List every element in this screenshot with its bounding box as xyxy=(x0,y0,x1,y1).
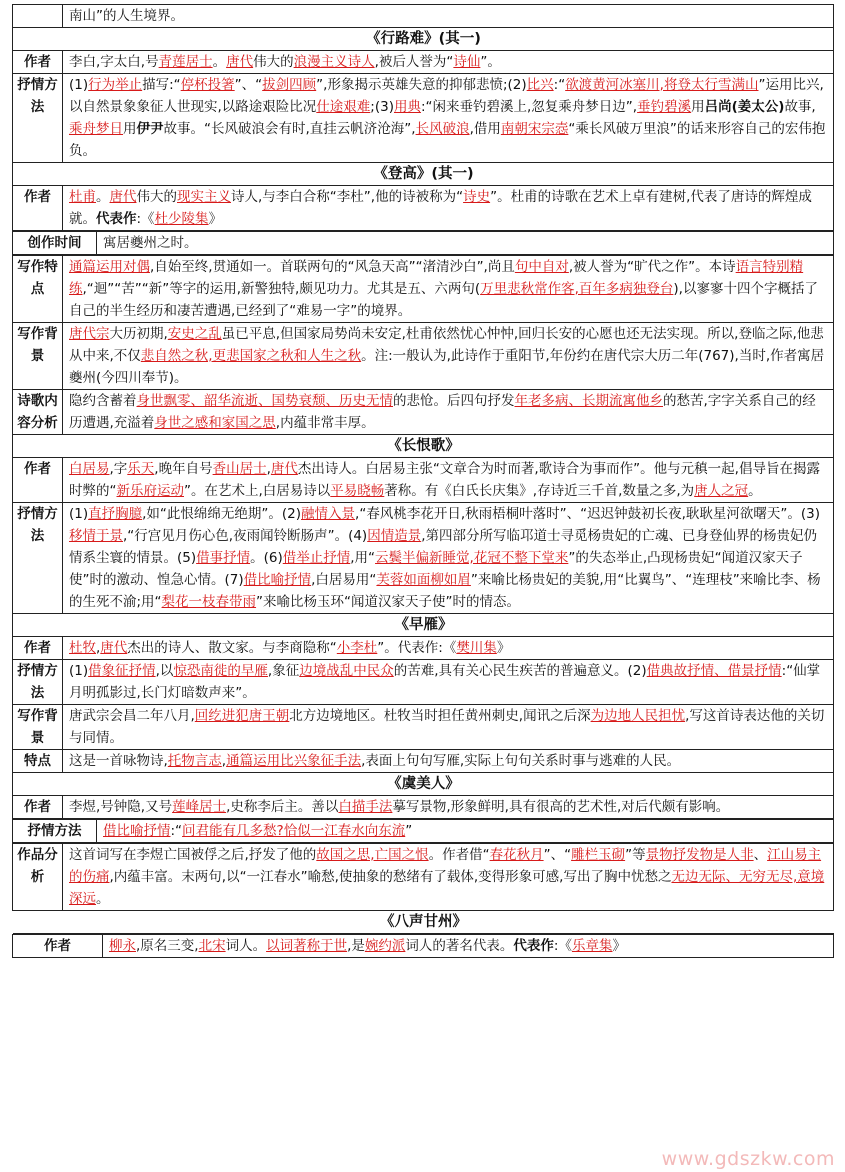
text-run: 杰出诗人。白居易主张“文章合为时而著,歌诗合为事而作”。他与元稹一起,倡导旨在揭露时弊的“ xyxy=(69,461,820,499)
text-run: :“ xyxy=(553,77,566,93)
text-run: , xyxy=(96,640,101,656)
section-title-xinglunan: 《行路难》(其一) xyxy=(13,28,834,51)
text-run: ,“行宫见月伤心色,夜雨闻铃断肠声”。(4) xyxy=(123,528,368,544)
highlighted-term: 香山居士 xyxy=(212,461,267,477)
highlighted-term: 移情于景 xyxy=(69,528,123,544)
text-run: ,表面上句句写雁,实际上句句关系时事与逃难的人民。 xyxy=(361,753,681,769)
method-text xyxy=(63,503,834,614)
section-title-bashengganzhou: 《八声甘州》 xyxy=(13,911,834,934)
text-run: ,以 xyxy=(155,663,174,679)
highlighted-term: 为边地人民担忧 xyxy=(590,708,686,724)
highlighted-term: 惊恐南徙的早雁 xyxy=(173,663,268,679)
author-label: 作者 xyxy=(13,796,63,819)
text-run: 。 xyxy=(212,54,227,70)
highlighted-term: 唐人之冠 xyxy=(694,483,749,499)
text-run: 》 xyxy=(496,640,511,656)
text-run: :“闲来垂钓碧溪上,忽复乘舟梦日边”, xyxy=(420,99,638,115)
study-notes-page xyxy=(12,4,834,958)
content-analysis-text xyxy=(63,390,834,435)
highlighted-term: 以词著称于世 xyxy=(266,938,348,954)
text-run: 虽已平息,但国家局势尚未安定,杜甫依然忧心忡忡,回归长安的心愿也还无法实现。所以,登临之际,他悲从中来,不仅 xyxy=(69,326,824,364)
highlighted-term: 杜少陵集 xyxy=(154,211,209,227)
text-run: ;(3) xyxy=(370,99,394,115)
text-run: ”。 xyxy=(480,54,501,70)
feature-label: 特点 xyxy=(13,750,63,773)
text-run: ,被人誉为“旷代之作”。本诗 xyxy=(568,259,736,275)
highlighted-term: 白描手法 xyxy=(338,799,393,815)
highlighted-term: 莲峰居士 xyxy=(172,799,227,815)
text-run: , xyxy=(221,753,227,769)
text-run: 李煜,号钟隐,又号 xyxy=(69,799,173,815)
background-label: 写作背景 xyxy=(13,705,63,750)
method-label: 抒情方法 xyxy=(13,503,63,614)
notes-table-4 xyxy=(12,934,834,958)
text-run: ,自始至终,贯通如一。首联两句的“风急天高”“渚清沙白”,尚且 xyxy=(150,259,515,275)
highlighted-term: 行为举止 xyxy=(88,77,143,93)
content-analysis-label: 诗歌内容分析 xyxy=(13,390,63,435)
text-run: ”。代表作:《 xyxy=(377,640,457,656)
method-label: 抒情方法 xyxy=(13,660,63,705)
text-run: ,借用 xyxy=(469,121,501,137)
text-run: ,如“此恨绵绵无绝期”。(2) xyxy=(142,506,302,522)
background-text xyxy=(63,705,834,750)
background-label: 写作背景 xyxy=(13,323,63,390)
text-run: ,写这首诗表达他的关切与同情。 xyxy=(69,708,825,746)
author-text xyxy=(63,186,834,231)
text-run: 这首词写在李煜亡国被俘之后,抒发了他的 xyxy=(69,847,317,863)
highlighted-term: 托物言志 xyxy=(167,753,222,769)
highlighted-term: 长风破浪 xyxy=(415,121,470,137)
highlighted-term: 借事抒情 xyxy=(196,550,251,566)
highlighted-term: 青莲居士 xyxy=(158,54,213,70)
highlighted-term: 唐代 xyxy=(270,461,298,477)
text-run: ”。在艺术上,白居易诗以 xyxy=(184,483,331,499)
text-run: :“ xyxy=(170,823,183,839)
text-run: 》 xyxy=(612,938,626,954)
method-text xyxy=(63,74,834,163)
text-run: 、 xyxy=(753,847,768,863)
highlighted-term: 婉约派 xyxy=(364,938,406,954)
text-run: ”来喻比杨玉环“闻道汉家天子使”时的情态。 xyxy=(256,594,521,610)
highlighted-term: 江山易主的伤痛 xyxy=(69,847,822,885)
highlighted-term: 唐代 xyxy=(109,189,137,205)
highlighted-term: 因情造景 xyxy=(367,528,422,544)
text-run: 。 xyxy=(96,891,110,907)
author-label: 作者 xyxy=(13,51,63,74)
highlighted-term: 语言特别精练 xyxy=(69,259,804,297)
text-run: :《 xyxy=(553,938,572,954)
feature-text xyxy=(63,750,834,773)
section-title-yumeiren: 《虞美人》 xyxy=(13,773,834,796)
method-text xyxy=(97,820,834,843)
text-run: 的苦难,具有关心民生疾苦的普遍意义。(2) xyxy=(393,663,647,679)
author-text xyxy=(103,935,834,958)
section-title-zaoyan: 《早雁》 xyxy=(13,614,834,637)
highlighted-term: 通篇运用比兴象征手法 xyxy=(226,753,362,769)
highlighted-term: 新乐府运动 xyxy=(116,483,184,499)
text-run: :“仙掌月明孤影过,长门灯暗数声来”。 xyxy=(69,663,821,701)
highlighted-term: 欲渡黄河冰塞川,将登太行雪满山 xyxy=(565,77,759,93)
highlighted-term: 乘舟梦日 xyxy=(69,121,123,137)
text-run: ,原名三变, xyxy=(136,938,199,954)
work-analysis-text xyxy=(63,844,834,911)
text-run: ”等 xyxy=(625,847,646,863)
text-run: 寓居夔州之时。 xyxy=(103,235,198,251)
text-run: (1) xyxy=(69,663,89,679)
watermark: www.gdszkw.com xyxy=(661,1148,835,1170)
highlighted-term: 诗史 xyxy=(463,189,491,205)
text-run: 词人。 xyxy=(225,938,267,954)
highlighted-term: 融情入景 xyxy=(301,506,356,522)
text-run: ,第四部分所写临邛道士寻觅杨贵妃的亡魂、已身登仙界的杨贵妃仍情系尘寰的情景。(5) xyxy=(69,528,817,566)
author-label: 作者 xyxy=(13,458,63,503)
highlighted-term: 无边无际、无穷无尽,意境深远 xyxy=(69,869,825,907)
highlighted-term: 回纥进犯唐王朝 xyxy=(194,708,290,724)
text-run: ,内蕴丰富。末两句,以“一江春水”喻愁,使抽象的愁绪有了载体,变得形象可感,写出了胸中忧愁之 xyxy=(109,869,672,885)
text-run: ,“春风桃李花开日,秋雨梧桐叶落时”、“迟迟钟鼓初长夜,耿耿星河欲曙天”。(3) xyxy=(355,506,821,522)
text-run: 描写:“ xyxy=(142,77,181,93)
highlighted-term: 安史之乱 xyxy=(167,326,222,342)
highlighted-term: 樊川集 xyxy=(456,640,497,656)
highlighted-term: 借比喻抒情 xyxy=(243,572,312,588)
text-run: ,史称李后主。善以 xyxy=(226,799,339,815)
highlighted-term: 悲自然之秋,更悲国家之秋和人生之秋 xyxy=(140,348,362,364)
text-run: :《 xyxy=(136,211,155,227)
text-run: ,内蕴非常丰厚。 xyxy=(275,415,375,431)
highlighted-term: 停杯投箸 xyxy=(180,77,235,93)
text-run: 伟大的 xyxy=(253,54,294,70)
highlighted-term: 用典 xyxy=(393,99,421,115)
highlighted-term: 平易晓畅 xyxy=(330,483,385,499)
highlighted-term: 万里悲秋常作客,百年多病独登台 xyxy=(480,281,674,297)
text-run: 大历初期, xyxy=(109,326,168,342)
notes-table-3 xyxy=(12,843,834,934)
text-run: ”的失态举止,凸现杨贵妃“闻道汉家天子使”时的激动、惶急心情。(7) xyxy=(69,550,803,588)
text-run: ”。杜甫的诗歌在艺术上卓有建树,代表了唐诗的辉煌成就。 xyxy=(69,189,812,227)
bold-term: 伊尹 xyxy=(136,121,164,137)
text-run: 这是一首咏物诗, xyxy=(69,753,168,769)
notes-table-2 xyxy=(12,255,834,819)
highlighted-term: 边境战乱中民众 xyxy=(299,663,394,679)
text-run: ”,形象揭示英雄失意的抑郁悲愤;(2) xyxy=(316,77,527,93)
highlighted-term: 雕栏玉砌 xyxy=(571,847,626,863)
bold-term: 代表作 xyxy=(513,938,554,954)
text-run: ”、“ xyxy=(234,77,263,93)
highlighted-term: 借典故抒情、借景抒情 xyxy=(646,663,782,679)
notes-table-method xyxy=(12,819,834,843)
text-run: ” xyxy=(405,823,413,839)
highlighted-term: 借象征抒情 xyxy=(88,663,156,679)
highlighted-term: 浪漫主义诗人 xyxy=(293,54,375,70)
text-run: ”来喻比杨贵妃的美貌,用“比翼鸟”、“连理枝”来喻比李、杨的生死不渝;用“ xyxy=(69,572,821,610)
text-run: (1) xyxy=(69,77,89,93)
background-text xyxy=(63,323,834,390)
text-run: 用 xyxy=(123,121,137,137)
section-title-changhenge: 《长恨歌》 xyxy=(13,435,834,458)
text-run: 杰出的诗人、散文家。与李商隐称“ xyxy=(127,640,337,656)
highlighted-term: 直抒胸臆 xyxy=(88,506,143,522)
text-run: , xyxy=(266,461,271,477)
highlighted-term: 通篇运用对偶 xyxy=(69,259,150,275)
text-run: 北方边境地区。杜牧当时担任黄州刺史,闻讯之后深 xyxy=(289,708,591,724)
highlighted-term: 拔剑四顾 xyxy=(262,77,317,93)
highlighted-term: 梨花一枝春带雨 xyxy=(161,594,257,610)
text-run: ”、“ xyxy=(543,847,572,863)
text-run: 。 xyxy=(96,189,110,205)
text-run: 》 xyxy=(208,211,223,227)
highlighted-term: 句中自对 xyxy=(514,259,569,275)
notes-table-time xyxy=(12,231,834,255)
highlighted-term: 身世之感和家国之思 xyxy=(154,415,276,431)
text-run: 伟大的 xyxy=(136,189,177,205)
method-text xyxy=(63,660,834,705)
author-label: 作者 xyxy=(13,186,63,231)
work-analysis-label: 作品分析 xyxy=(13,844,63,911)
text-run: “乘长风破万里浪”的话来形容自己的宏伟抱负。 xyxy=(69,121,826,159)
text-run: 故事, xyxy=(784,99,816,115)
highlighted-term: 小李杜 xyxy=(336,640,378,656)
author-label: 作者 xyxy=(13,637,63,660)
highlighted-term: 云鬓半偏新睡觉,花冠不整下堂来 xyxy=(375,550,569,566)
highlighted-term: 北宋 xyxy=(198,938,226,954)
highlighted-term: 景物抒发物是人非 xyxy=(645,847,754,863)
bold-term: 代表作 xyxy=(96,211,137,227)
text-run: (1) xyxy=(69,506,89,522)
text-run: 隐约含蓄着 xyxy=(69,393,137,409)
text-run: ”运用比兴,以自然景象象征人世现实,以路途艰险比况 xyxy=(69,77,824,115)
author-text xyxy=(63,51,834,74)
highlighted-term: 垂钓碧溪 xyxy=(637,99,692,115)
highlighted-term: 春花秋月 xyxy=(489,847,544,863)
method-label: 抒情方法 xyxy=(13,74,63,163)
text-run: 。作者借“ xyxy=(428,847,490,863)
text-run: 。 xyxy=(748,483,762,499)
highlighted-term: 南朝宋宗悫 xyxy=(500,121,569,137)
highlighted-term: 借比喻抒情 xyxy=(103,823,171,839)
text-run: 词人的著名代表。 xyxy=(405,938,514,954)
feature-text xyxy=(63,256,834,323)
text-run: 著称。有《白氏长庆集》,存诗近三千首,数量之多,为 xyxy=(384,483,695,499)
highlighted-term: 乐天 xyxy=(127,461,155,477)
text-run: 的悲怆。后四句抒发 xyxy=(393,393,515,409)
highlighted-term: 借举止抒情 xyxy=(282,550,351,566)
highlighted-term: 白居易 xyxy=(69,461,110,477)
text-run: 诗人,与李白合称“李杜”,他的诗被称为“ xyxy=(231,189,464,205)
highlighted-term: 唐代宗 xyxy=(69,326,110,342)
text-run: 摹写景物,形象鲜明,具有很高的艺术性,对后代颇有影响。 xyxy=(392,799,730,815)
highlighted-term: 问君能有几多愁?恰似一江春水向东流 xyxy=(182,823,406,839)
text-run: ,象征 xyxy=(267,663,300,679)
highlighted-term: 杜牧 xyxy=(69,640,96,656)
highlighted-term: 柳永 xyxy=(109,938,136,954)
text-run: 唐武宗会昌二年八月, xyxy=(69,708,195,724)
highlighted-term: 芙蓉如面柳如眉 xyxy=(376,572,471,588)
creation-time-label: 创作时间 xyxy=(13,232,97,255)
feature-label: 写作特点 xyxy=(13,256,63,323)
highlighted-term: 唐代 xyxy=(100,640,128,656)
author-text xyxy=(63,458,834,503)
author-text xyxy=(63,796,834,819)
text-run: ,晚年自号 xyxy=(154,461,213,477)
highlighted-term: 比兴 xyxy=(526,77,554,93)
text-run: ,是 xyxy=(347,938,365,954)
text-run: 李白,字太白,号 xyxy=(69,54,159,70)
bold-term: 吕尚(姜太公) xyxy=(704,99,785,115)
section-title-denggao: 《登高》(其一) xyxy=(13,163,834,186)
text-run: ,白居易用“ xyxy=(311,572,377,588)
highlighted-term: 身世飘零、韶华流逝、国势衰颓、历史无情 xyxy=(136,393,393,409)
author-text xyxy=(63,637,834,660)
highlighted-term: 唐代 xyxy=(226,54,254,70)
continuation-row xyxy=(13,5,834,28)
text-run: 故事。“长风破浪会有时,直挂云帆济沧海”, xyxy=(163,121,416,137)
highlighted-term: 现实主义 xyxy=(177,189,231,205)
text-run: 的愁苦,字字关系自己的经历遭遇,充溢着 xyxy=(69,393,816,431)
highlighted-term: 年老多病、长期流寓他乡 xyxy=(514,393,663,409)
continuation-text: 南山”的人生境界。 xyxy=(63,5,834,28)
text-run: ),以寥寥十四个字概括了自己的半生经历和凄苦遭遇,已经到了“难易一字”的境界。 xyxy=(69,281,818,319)
text-run: ,用“ xyxy=(350,550,376,566)
text-run: ,被后人誉为“ xyxy=(374,54,454,70)
text-run: 。(6) xyxy=(250,550,283,566)
highlighted-term: 诗仙 xyxy=(453,54,481,70)
creation-time-text xyxy=(97,232,834,255)
author-label: 作者 xyxy=(13,935,103,958)
highlighted-term: 仕途艰难 xyxy=(316,99,371,115)
text-run: 。注:一般认为,此诗作于重阳节,年份约在唐代宗大历二年(767),当时,作者寓居夔州(今四川奉节)。 xyxy=(69,348,825,386)
highlighted-term: 乐章集 xyxy=(571,938,613,954)
text-run: ,“迴”“苦”“新”等字的运用,新警独特,颇见功力。尤其是五、六两句( xyxy=(82,281,481,297)
highlighted-term: 杜甫 xyxy=(69,189,96,205)
text-run: ,字 xyxy=(109,461,128,477)
highlighted-term: 故国之思,亡国之恨 xyxy=(316,847,429,863)
method-label: 抒情方法 xyxy=(13,820,97,843)
notes-table xyxy=(12,4,834,231)
text-run: 用 xyxy=(691,99,705,115)
